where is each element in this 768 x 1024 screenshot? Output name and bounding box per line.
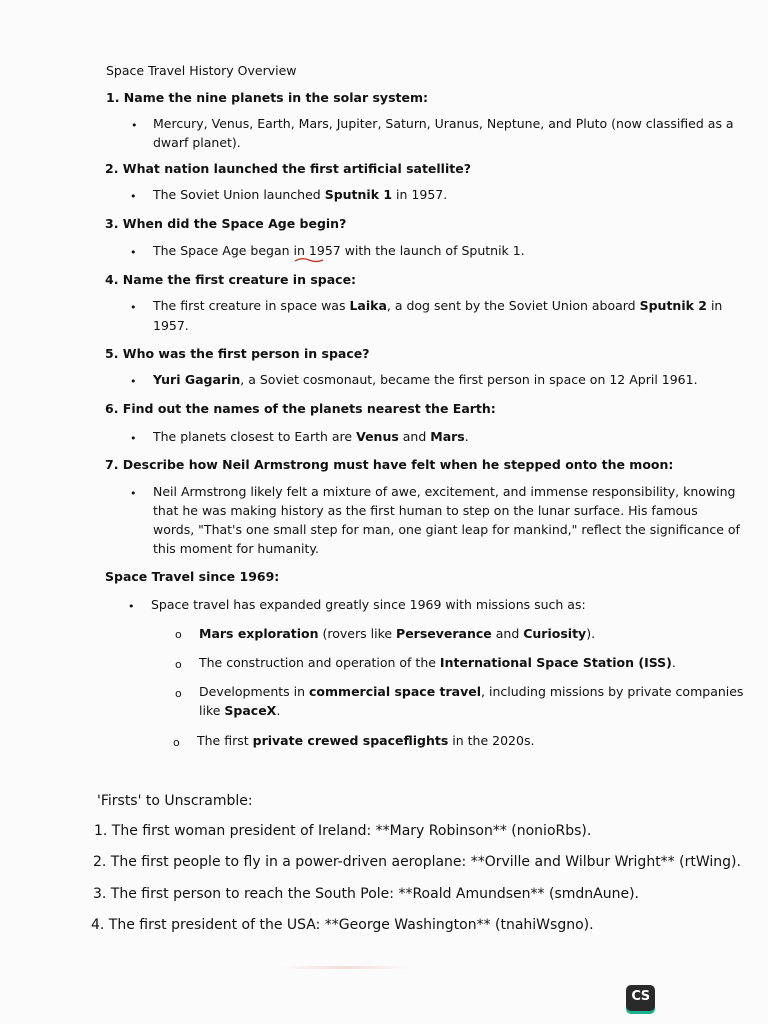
document-title: Space Travel History Overview [106, 63, 297, 78]
mission-item-1: Mars exploration (rovers like Perseverance and Curiosity). [199, 626, 596, 641]
mission-item-2: The construction and operation of the International Space Station (ISS). [199, 655, 676, 670]
answer-1-line-2: dwarf planet). [153, 135, 241, 150]
answer-6: The planets closest to Earth are Venus and Mars. [153, 429, 469, 444]
question-3: 3. When did the Space Age begin? [105, 216, 347, 231]
firsts-heading: 'Firsts' to Unscramble: [97, 793, 253, 809]
question-7: 7. Describe how Neil Armstrong must have felt when he stepped onto the moon: [105, 457, 674, 472]
question-4: 4. Name the first creature in space: [105, 272, 357, 287]
firsts-item-2: 2. The first people to fly in a power-driven aeroplane: **Orville and Wilbur Wright** (rtWing). [93, 854, 741, 870]
firsts-item-1: 1. The first woman president of Ireland: **Mary Robinson** (nonioRbs). [94, 823, 592, 839]
camscanner-logo: CS [626, 985, 655, 1011]
question-1: 1. Name the nine planets in the solar system: [106, 90, 428, 105]
sub-bullet-icon: o [175, 687, 182, 700]
sub-bullet-icon: o [175, 658, 182, 671]
bullet-icon: • [131, 119, 138, 132]
bullet-icon: • [130, 246, 137, 259]
firsts-item-4: 4. The first president of the USA: **George Washington** (tnahiWsgno). [91, 917, 594, 933]
underlined-year: 1957 [308, 243, 341, 258]
question-5: 5. Who was the first person in space? [105, 346, 370, 361]
bullet-icon: • [130, 432, 137, 445]
answer-7-line-3: words, "That's one small step for man, one giant leap for mankind," reflect the significance of [153, 522, 740, 537]
question-6: 6. Find out the names of the planets nearest the Earth: [105, 401, 496, 416]
answer-1-line-1: Mercury, Venus, Earth, Mars, Jupiter, Saturn, Uranus, Neptune, and Pluto (now classified as a [153, 116, 734, 131]
sub-bullet-icon: o [175, 628, 182, 641]
mission-item-3-line-2: like SpaceX. [199, 703, 281, 718]
spellcheck-squiggle [294, 257, 324, 263]
answer-2: The Soviet Union launched Sputnik 1 in 1957. [153, 187, 448, 202]
answer-7-line-4: this moment for humanity. [153, 541, 319, 556]
since-1969-intro: Space travel has expanded greatly since 1969 with missions such as: [151, 597, 586, 612]
mission-item-3-line-1: Developments in commercial space travel, including missions by private companies [199, 684, 744, 699]
scan-artifact [280, 966, 410, 969]
answer-3: The Space Age began in 1957 with the launch of Sputnik 1. [153, 243, 525, 258]
answer-4-line-1: The first creature in space was Laika, a dog sent by the Soviet Union aboard Sputnik 2 in [153, 298, 723, 313]
bullet-icon: • [130, 487, 137, 500]
bullet-icon: • [130, 190, 137, 203]
answer-7-line-2: that he was making history as the first human to step on the lunar surface. His famous [153, 503, 698, 518]
answer-7-line-1: Neil Armstrong likely felt a mixture of awe, excitement, and immense responsibility, knowing [153, 484, 736, 499]
mission-item-4: The first private crewed spaceflights in the 2020s. [197, 733, 535, 748]
bullet-icon: • [130, 375, 137, 388]
bullet-icon: • [130, 301, 137, 314]
sub-bullet-icon: o [173, 736, 180, 749]
answer-5: Yuri Gagarin, a Soviet cosmonaut, became the first person in space on 12 April 1961. [153, 372, 698, 387]
section-heading-since-1969: Space Travel since 1969: [105, 569, 280, 584]
firsts-item-3: 3. The first person to reach the South Pole: **Roald Amundsen** (smdnAune). [93, 886, 639, 902]
question-2: 2. What nation launched the first artificial satellite? [105, 161, 471, 176]
bullet-icon: • [128, 600, 135, 613]
answer-4-line-2: 1957. [153, 318, 189, 333]
